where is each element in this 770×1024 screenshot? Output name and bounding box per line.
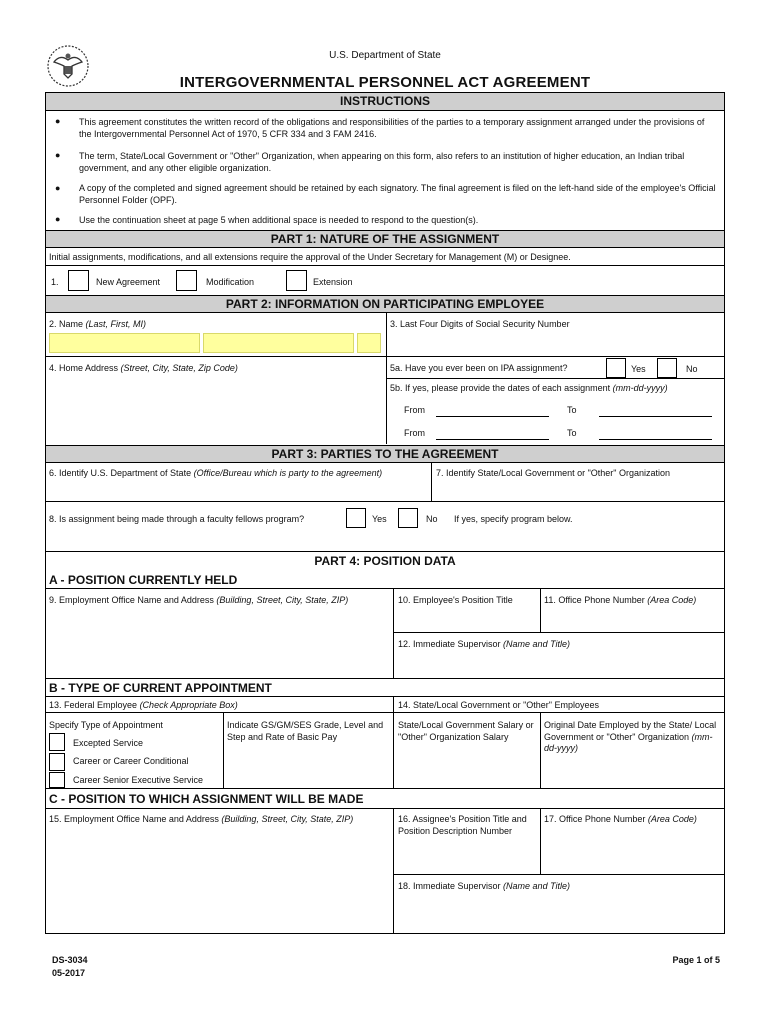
q11-label: 11. Office Phone Number (Area Code)	[544, 595, 697, 605]
first-name-input[interactable]	[203, 333, 354, 353]
extension-label: Extension	[313, 277, 353, 287]
q8-note: If yes, specify program below.	[454, 514, 573, 524]
bullet-icon: ●	[55, 183, 61, 193]
extension-checkbox[interactable]	[286, 270, 307, 291]
faculty-no-checkbox[interactable]	[398, 508, 418, 528]
page-number: Page 1 of 5	[672, 955, 720, 965]
q5a-label: 5a. Have you ever been on IPA assignment?	[390, 363, 568, 373]
part4-heading: PART 4: POSITION DATA	[314, 554, 456, 568]
from-label-1: From	[404, 405, 425, 415]
to-label-1: To	[567, 405, 577, 415]
new-agreement-checkbox[interactable]	[68, 270, 89, 291]
q16-label: 16. Assignee's Position Title and Position Description Number	[398, 814, 527, 836]
to-label-2: To	[567, 428, 577, 438]
q8-label: 8. Is assignment being made through a faculty fellows program?	[49, 514, 305, 524]
excepted-service-checkbox[interactable]	[49, 733, 65, 751]
form-title: INTERGOVERNMENTAL PERSONNEL ACT AGREEMENT	[179, 74, 591, 91]
senior-executive-checkbox[interactable]	[49, 772, 65, 788]
bullet-icon: ●	[55, 214, 61, 224]
part3-heading: PART 3: PARTIES TO THE AGREEMENT	[46, 445, 724, 463]
from-label-2: From	[404, 428, 425, 438]
q10-label: 10. Employee's Position Title	[398, 595, 513, 605]
to-date-1-input[interactable]	[599, 416, 712, 417]
q6-label: 6. Identify U.S. Department of State (Office/Bureau which is party to the agreement)	[49, 468, 383, 478]
grade-step-label: Indicate GS/GM/SES Grade, Level and Step and Rate of Basic Pay	[227, 720, 384, 742]
section-a-heading: A - POSITION CURRENTLY HELD	[49, 573, 238, 587]
specify-appointment-label: Specify Type of Appointment	[49, 720, 163, 730]
instructions-heading: INSTRUCTIONS	[46, 93, 724, 111]
original-date-label: Original Date Employed by the State/ Local Government or "Other" Organization (mm-dd-yyyy)	[544, 720, 717, 753]
faculty-yes-checkbox[interactable]	[346, 508, 366, 528]
career-conditional-label: Career or Career Conditional	[73, 756, 189, 766]
bullet-icon: ●	[55, 116, 61, 126]
from-date-1-input[interactable]	[436, 416, 549, 417]
middle-initial-input[interactable]	[357, 333, 381, 353]
new-agreement-label: New Agreement	[96, 277, 161, 287]
q3-label: 3. Last Four Digits of Social Security Number	[390, 319, 570, 329]
q2-label: 2. Name (Last, First, MI)	[49, 319, 147, 329]
part1-note: Initial assignments, modifications, and all extensions require the approval of the Under Secretary for Management (M) or Designee.	[49, 252, 571, 262]
senior-executive-label: Career Senior Executive Service	[73, 775, 204, 785]
section-c-heading: C - POSITION TO WHICH ASSIGNMENT WILL BE MADE	[49, 792, 364, 806]
faculty-yes-label: Yes	[372, 514, 387, 524]
item-1-label: 1.	[51, 277, 59, 287]
modification-checkbox[interactable]	[176, 270, 197, 291]
salary-label: State/Local Government Salary or "Other" Organization Salary	[398, 720, 534, 742]
q9-label: 9. Employment Office Name and Address (Building, Street, City, State, ZIP)	[49, 595, 349, 605]
faculty-no-label: No	[426, 514, 438, 524]
q14-label: 14. State/Local Government or "Other" Employees	[398, 700, 599, 710]
instruction-1: This agreement constitutes the written record of the obligations and responsibilities of the parties to a temporary assignment arranged under the provisions of the Intergovernmental Personnel Act of 1970, 5 CFR 334 and 3 FAM 2416.	[79, 117, 705, 139]
ipa-yes-label: Yes	[631, 364, 646, 374]
q12-label: 12. Immediate Supervisor (Name and Title)	[398, 639, 570, 649]
last-name-input[interactable]	[49, 333, 200, 353]
q15-label: 15. Employment Office Name and Address (Building, Street, City, State, ZIP)	[49, 814, 354, 824]
part2-heading: PART 2: INFORMATION ON PARTICIPATING EMPLOYEE	[46, 295, 724, 313]
instruction-2: The term, State/Local Government or "Other" Organization, when appearing on this form, also refers to an institution of higher education, an Indian tribal government, and any other eligible organization.	[79, 151, 685, 173]
ipa-no-checkbox[interactable]	[657, 358, 677, 378]
form-date: 05-2017	[52, 968, 86, 978]
from-date-2-input[interactable]	[436, 439, 549, 440]
q5b-label: 5b. If yes, please provide the dates of each assignment (mm-dd-yyyy)	[390, 383, 668, 393]
excepted-service-label: Excepted Service	[73, 738, 144, 748]
form-body	[45, 92, 725, 934]
bullet-icon: ●	[55, 150, 61, 160]
section-b-heading: B - TYPE OF CURRENT APPOINTMENT	[49, 681, 272, 695]
form-number: DS-3034	[52, 955, 88, 965]
agency-name: U.S. Department of State	[329, 50, 441, 61]
q18-label: 18. Immediate Supervisor (Name and Title)	[398, 881, 570, 891]
q4-label: 4. Home Address (Street, City, State, Zip Code)	[49, 363, 238, 373]
ipa-no-label: No	[686, 364, 698, 374]
q13-label: 13. Federal Employee (Check Appropriate Box)	[49, 700, 238, 710]
ipa-yes-checkbox[interactable]	[606, 358, 626, 378]
career-conditional-checkbox[interactable]	[49, 753, 65, 771]
part1-heading: PART 1: NATURE OF THE ASSIGNMENT	[46, 230, 724, 248]
instruction-4: Use the continuation sheet at page 5 when additional space is needed to respond to the question(s).	[79, 215, 479, 225]
to-date-2-input[interactable]	[599, 439, 712, 440]
instruction-3: A copy of the completed and signed agreement should be retained by each signatory. The final agreement is filed on the left-hand side of the employee's Official Personnel Folder (OPF).	[79, 183, 716, 205]
modification-label: Modification	[206, 277, 255, 287]
q7-label: 7. Identify State/Local Government or "Other" Organization	[436, 468, 671, 478]
q17-label: 17. Office Phone Number (Area Code)	[544, 814, 697, 824]
